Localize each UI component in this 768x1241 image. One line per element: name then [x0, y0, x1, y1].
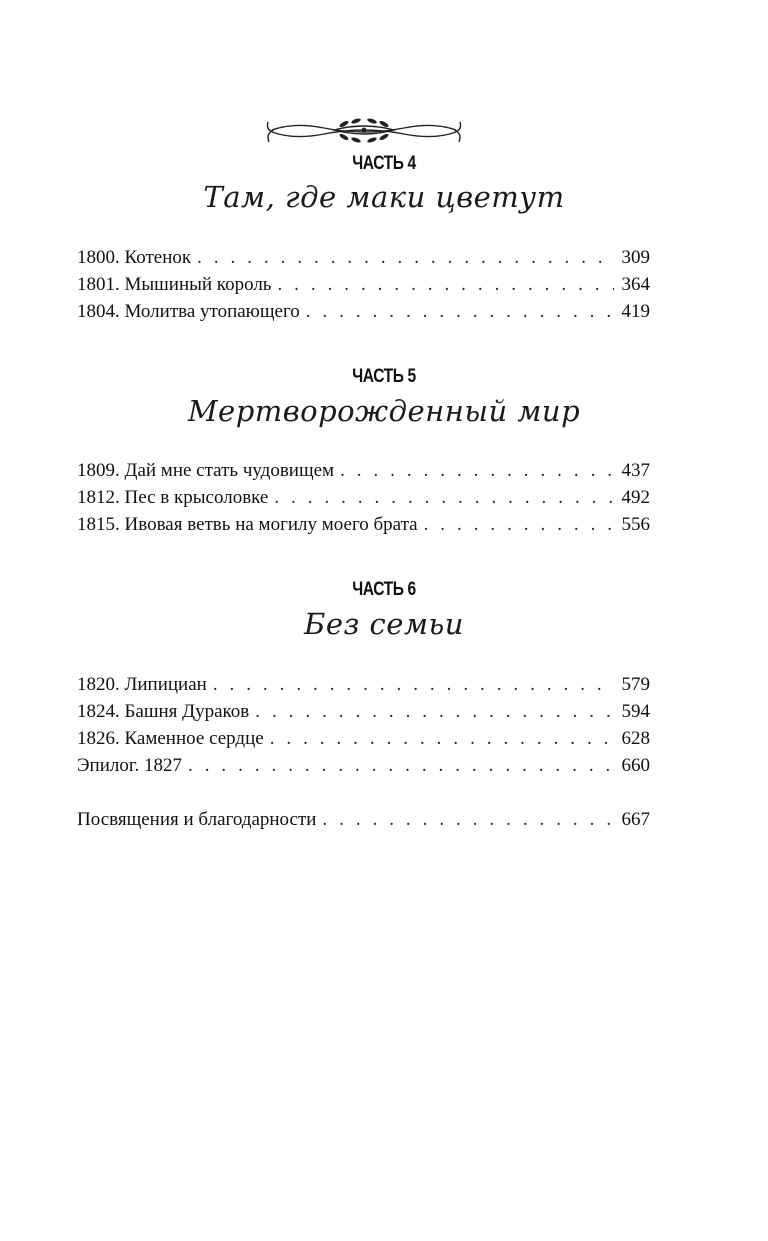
toc-entry-title: Эпилог. 1827: [77, 755, 183, 776]
toc-entry-title: 1801. Мышиный король: [77, 274, 272, 295]
leader-dots: [274, 484, 613, 511]
part-5-label: ЧАСТЬ 5: [352, 366, 416, 387]
toc-entry[interactable]: [77, 698, 650, 725]
leader-dots: [270, 725, 614, 752]
toc-entry-page: 419: [621, 301, 650, 322]
part-4-title: Там, где маки цветут: [203, 180, 565, 214]
toc-entry[interactable]: [77, 752, 650, 779]
toc-entry-page: 628: [621, 728, 650, 749]
leader-dots: [213, 671, 614, 698]
toc-entry-page: 437: [621, 460, 650, 481]
part-4-label: ЧАСТЬ 4: [352, 153, 416, 174]
leader-dots: [340, 457, 613, 484]
part-6-toc: [77, 671, 650, 779]
leader-dots: [255, 698, 613, 725]
toc-entry[interactable]: [77, 298, 650, 325]
toc-entry[interactable]: [77, 511, 650, 538]
leader-dots: [188, 752, 613, 779]
leader-dots: [322, 806, 613, 833]
part-6-title: Без семьи: [304, 607, 464, 641]
toc-entry-page: 492: [621, 487, 650, 508]
toc-entry[interactable]: [77, 244, 650, 271]
laurel-banner-icon: [264, 110, 464, 150]
part-4-toc: [77, 244, 650, 325]
toc-entry-title: 1809. Дай мне стать чудовищем: [77, 460, 335, 481]
leader-dots: [424, 511, 614, 538]
toc-entry[interactable]: [77, 671, 650, 698]
toc-entry-page: 660: [621, 755, 650, 776]
toc-entry-page: 364: [621, 274, 650, 295]
leader-dots: [277, 271, 613, 298]
toc-entry-page: 667: [621, 809, 650, 830]
toc-entry[interactable]: [77, 271, 650, 298]
toc-entry[interactable]: [77, 725, 650, 752]
toc-entry-page: 556: [621, 514, 650, 535]
toc-entry-title: 1820. Липициан: [77, 674, 207, 695]
toc-entry-page: 594: [621, 701, 650, 722]
part-5-toc: [77, 457, 650, 538]
leader-dots: [306, 298, 614, 325]
toc-entry-title: 1815. Ивовая ветвь на могилу моего брата: [77, 514, 418, 535]
toc-entry-title: Посвящения и благодарности: [77, 809, 317, 830]
toc-entry-title: 1804. Молитва утопающего: [77, 301, 300, 322]
part-6-label: ЧАСТЬ 6: [352, 579, 416, 600]
toc-entry-title: 1826. Каменное сердце: [77, 728, 264, 749]
toc-entry-page: 579: [621, 674, 650, 695]
closing-toc: [77, 806, 650, 833]
toc-entry[interactable]: [77, 806, 650, 833]
toc-entry-title: 1824. Башня Дураков: [77, 701, 250, 722]
leader-dots: [197, 244, 613, 271]
toc-entry-title: 1812. Пес в крысоловке: [77, 487, 269, 508]
toc-entry-title: 1800. Котенок: [77, 247, 192, 268]
toc-entry[interactable]: [77, 484, 650, 511]
part-5-title: Мертворожденный мир: [187, 394, 581, 428]
toc-entry[interactable]: [77, 457, 650, 484]
toc-entry-page: 309: [621, 247, 650, 268]
